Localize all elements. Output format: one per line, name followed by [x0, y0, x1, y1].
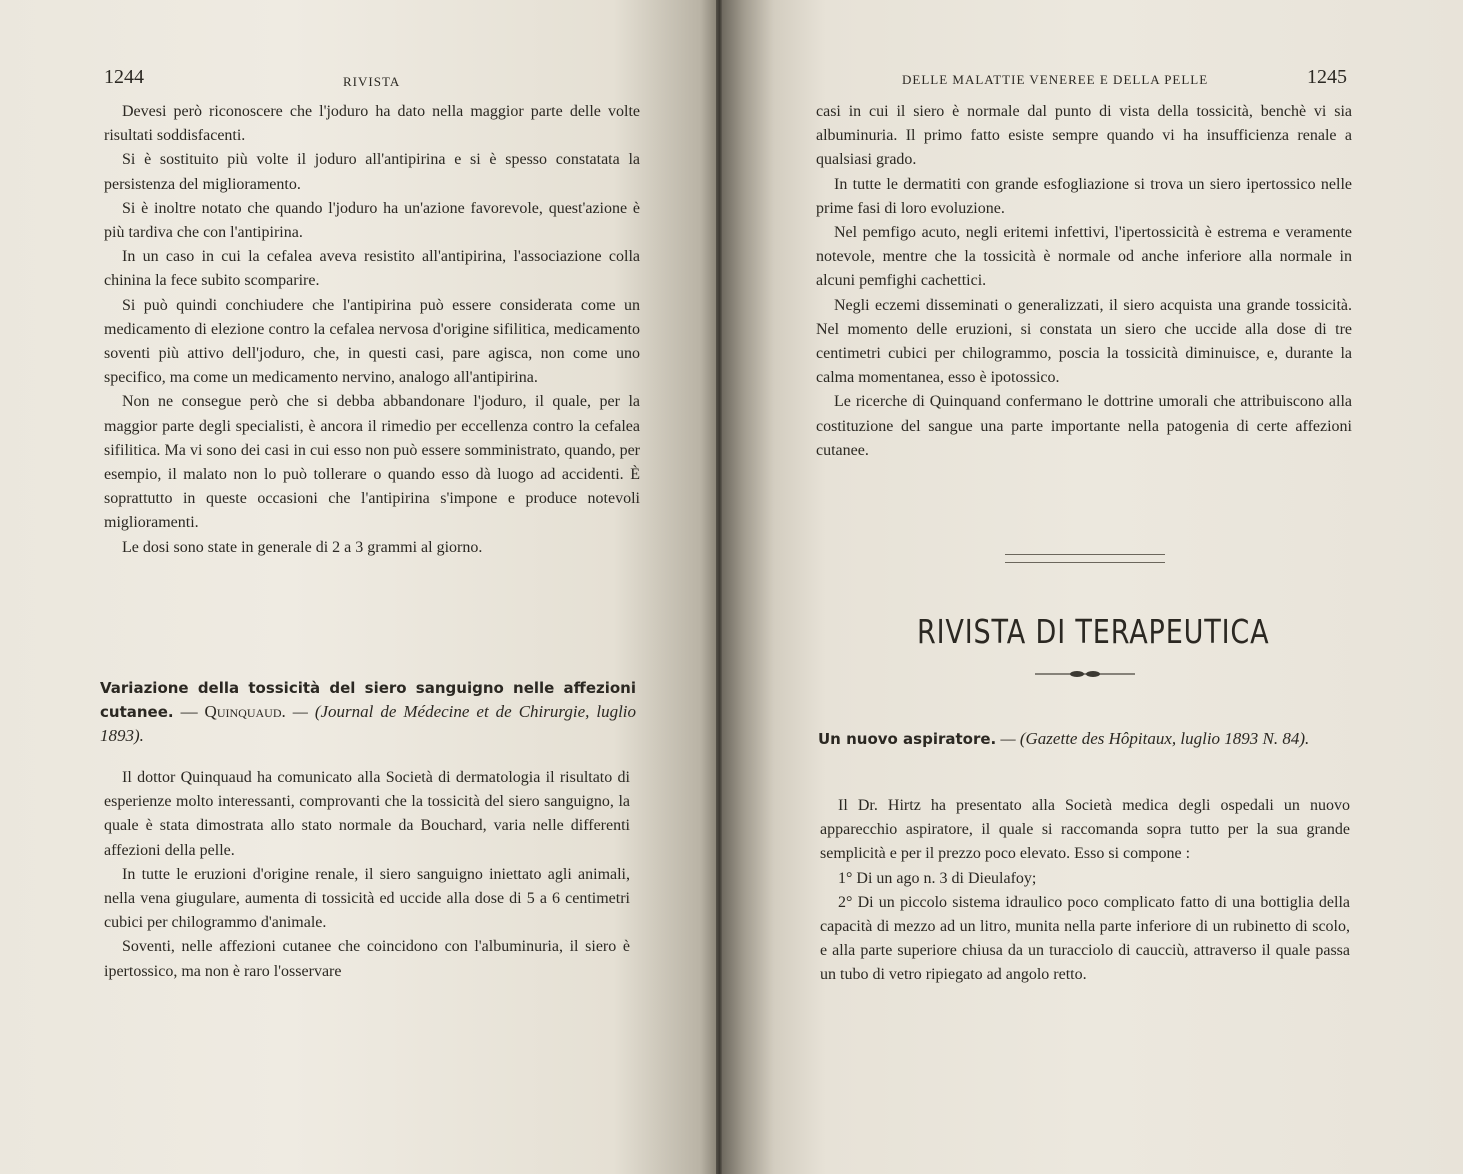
left-page-number: 1244: [104, 66, 144, 88]
right-body-bottom: [820, 794, 1350, 988]
paragraph: Il dottor Quinquaud ha comunicato alla Società di dermatologia il risultato di esperienze molto interessanti, comprovanti che la tossicità del siero sanguigno, la quale è stata dimostrata allo stato normale da Bouchard, varia nelle differenti affezioni della pelle.: [104, 769, 630, 859]
right-page-number: 1245: [1307, 66, 1347, 88]
paragraph: In un caso in cui la cefalea aveva resistito all'antipirina, l'associazione colla chinina la fece subito scomparire.: [104, 248, 640, 290]
article-author: — Quinquaud.: [180, 702, 286, 721]
ornament-divider: [1035, 669, 1135, 679]
paragraph: In tutte le dermatiti con grande esfogliazione si trova un siero ipertossico nelle prime fasi di loro evoluzione.: [816, 175, 1352, 217]
paragraph: Negli eczemi disseminati o generalizzati, il siero acquista una grande tossicità. Nel momento delle eruzioni, si constata un siero che uccide alla dose di tre centimetri cubici per chilogrammo, poscia la tossicità diminuisce, e, durante la calma momentanea, esso è ipotossico.: [816, 296, 1352, 387]
left-body-bottom: [104, 766, 630, 984]
right-article-heading: [818, 727, 1354, 751]
paragraph: Devesi però riconoscere che l'joduro ha dato nella maggior parte delle volte risultati soddisfacenti.: [104, 103, 640, 145]
article-title: Variazione della tossicità del siero sanguigno nelle affezioni cutanee.: [100, 679, 636, 721]
left-body-top: [104, 100, 640, 560]
left-running-head: RIVISTA: [343, 74, 401, 89]
article-title: Un nuovo aspiratore.: [818, 730, 997, 748]
left-article-heading: [100, 676, 636, 748]
paragraph: Le dosi sono state in generale di 2 a 3 grammi al giorno.: [122, 538, 483, 556]
paragraph: Le ricerche di Quinquand confermano le dottrine umorali che attribuiscono alla costituzione del sangue una parte importante nella patogenia di certe affezioni cutanee.: [816, 393, 1352, 459]
right-body-top: [816, 100, 1352, 463]
list-item: 2° Di un piccolo sistema idraulico poco complicato fatto di una bottiglia della capacità di mezzo ad un litro, munita nella parte inferiore di un rubinetto di scolo, e alla parte superiore chiusa da un turacciolo di caucciù, attraverso il quale passa un tubo di vetro ripiegato ad angolo retto.: [820, 893, 1350, 984]
paragraph: In tutte le eruzioni d'origine renale, il siero sanguigno iniettato agli animali, nella vena giugulare, aumenta di tossicità ed uccide alla dose di 5 a 6 centimetri cubici per chilogrammo d'animale.: [104, 865, 630, 932]
paragraph: casi in cui il siero è normale dal punto di vista della tossicità, benchè vi sia albuminuria. Il primo fatto esiste sempre quando vi ha insufficienza renale a qualsiasi grado.: [816, 103, 1352, 169]
paragraph: Nel pemfigo acuto, negli eritemi infettivi, l'ipertossicità è estrema e veramente notevole, mentre che la tossicità è normale od anche inferiore alla normale in alcuni pemfighi cachettici.: [816, 224, 1352, 290]
paragraph: Si può quindi conchiudere che l'antipirina può essere considerata come un medicamento di elezione contro la cefalea nervosa d'origine sifilitica, medicamento soventi più attivo dell'joduro, che, in questi casi, pare agisca, non come uno specifico, ma come un medicamento nervino, analogo all'antipirina.: [104, 296, 640, 387]
right-page: [722, 0, 1463, 1174]
paragraph: Si è sostituito più volte il joduro all'antipirina e si è spesso constatata la persistenza del miglioramento.: [104, 151, 640, 193]
paragraph: Il Dr. Hirtz ha presentato alla Società medica degli ospedali un nuovo apparecchio aspiratore, il quale si raccomanda sopra tutto per la sua grande semplicità e per il prezzo poco elevato. Esso si compone :: [820, 797, 1350, 863]
left-page: [0, 0, 722, 1174]
paragraph: Soventi, nelle affezioni cutanee che coincidono con l'albuminuria, il siero è ipertossico, ma non è raro l'osservare: [104, 938, 630, 980]
paragraph: Si è inoltre notato che quando l'joduro ha un'azione favorevole, quest'azione è più tardiva che con l'antipirina.: [104, 199, 640, 242]
list-item: 1° Di un ago n. 3 di Dieulafoy;: [838, 869, 1037, 887]
article-source: — (Gazette des Hôpitaux, luglio 1893 N. 84).: [1000, 729, 1310, 748]
paragraph: Non ne consegue però che si debba abbandonare l'joduro, il quale, per la maggior parte degli specialisti, è ancora il rimedio per eccellenza contro la cefalea sifilitica. Ma vi sono dei casi in cui esso non può essere somministrato, quando, per esempio, il malato non lo può tollerare o quando esso dà luogo ad accidenti. È soprattutto in queste occasioni che l'antipirina s'impone e produce notevoli miglioramenti.: [104, 393, 640, 532]
double-rule-divider: [1005, 554, 1165, 563]
right-running-head: DELLE MALATTIE VENEREE E DELLA PELLE: [902, 72, 1209, 87]
section-title: RIVISTA DI TERAPEUTICA: [917, 612, 1270, 651]
article-source: — (Journal de Médecine et de Chirurgie, luglio 1893).: [100, 702, 637, 745]
